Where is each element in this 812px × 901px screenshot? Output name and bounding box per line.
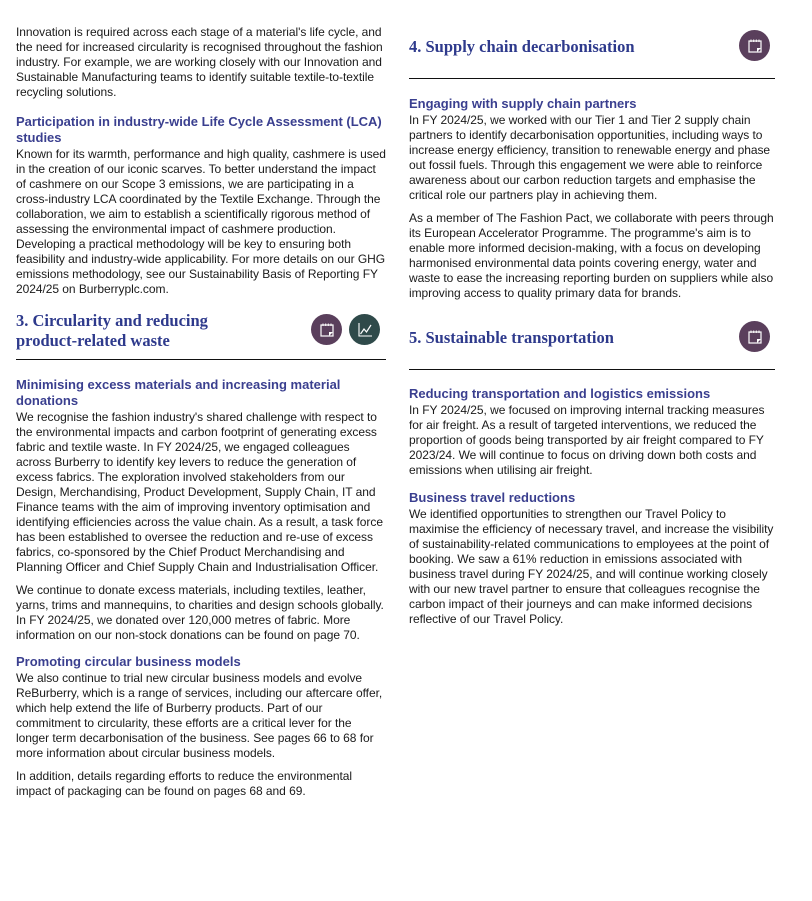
intro-paragraph: Innovation is required across each stage of a material's life cycle, and the need for increased circularity is recognised throughout the fashion industry. For example, we are working closely with our Innovation and Sustainable Manufacturing teams to identify suitable textile-to-textile recycling solutions. <box>16 25 383 99</box>
left-column <box>16 0 386 799</box>
notepad-icon <box>311 314 342 345</box>
section-3-title-line2: product-related waste <box>16 331 170 350</box>
section-4-title: 4. Supply chain decarbonisation <box>409 37 635 56</box>
circular-heading: Promoting circular business models <box>16 654 241 669</box>
travel-paragraph: We identified opportunities to strengthen our Travel Policy to maximise the efficiency of necessary travel, and increase the visibility of sustainability-related communications to employees at the point of booking. We saw a 61% reduction in emissions associated with business travel during FY 2024/25, and will continue working closely with our new travel partner to ensure that colleagues recognise the carbon impact of their journeys and can make informed decisions reflective of our Travel Policy. <box>409 507 774 626</box>
lca-heading: Participation in industry-wide Life Cycle Assessment (LCA) studies <box>16 114 382 145</box>
section-3-header <box>16 311 386 360</box>
minimising-paragraph-2: We continue to donate excess materials, including textiles, leather, yarns, trims and mannequins, to charities and design schools globally. In FY 2024/25, we donated over 120,000 metres of fabric. More information on our non-stock donations can be found on page 70. <box>16 583 384 642</box>
section-3-icons <box>311 314 380 345</box>
line-chart-icon <box>349 314 380 345</box>
engaging-heading: Engaging with supply chain partners <box>409 96 637 111</box>
section-4-icons <box>739 30 770 61</box>
circular-paragraph-2: In addition, details regarding efforts to reduce the environmental impact of packaging can be found on pages 68 and 69. <box>16 769 353 798</box>
logistics-paragraph: In FY 2024/25, we focused on improving internal tracking measures for air freight. As a result of targeted interventions, we reduced the proportion of goods being transported by air freight compared to FY 2023/24. We will continue to focus on driving down both costs and emissions when utilising air freight. <box>409 403 765 477</box>
circular-paragraph-1: We also continue to trial new circular business models and evolve ReBurberry, which is a range of services, including our aftercare offer, which help extend the life of Burberry products. Part of our commitment to circularity, these efforts are a critical lever for the longer term decarbonisation of the business. See pages 66 to 68 for more information about circular business models. <box>16 671 383 760</box>
travel-heading: Business travel reductions <box>409 490 576 505</box>
notepad-icon <box>739 30 770 61</box>
section-3-title <box>16 311 208 351</box>
section-4-header <box>409 20 775 79</box>
logistics-heading: Reducing transportation and logistics emissions <box>409 386 711 401</box>
section-5-header <box>409 311 775 370</box>
section-5-icons <box>739 321 770 352</box>
minimising-heading: Minimising excess materials and increasing material donations <box>16 377 341 408</box>
section-5-title: 5. Sustainable transportation <box>409 328 614 347</box>
engaging-paragraph-1: In FY 2024/25, we worked with our Tier 1 and Tier 2 supply chain partners to identify decarbonisation opportunities, including ways to increase energy efficiency, transition to renewable energy and phase out fossil fuels. Through this engagement we were able to reinforce awareness about our carbon reduction targets and emphasise the critical role our partners play in achieving them. <box>409 113 771 202</box>
minimising-paragraph-1: We recognise the fashion industry's shared challenge with respect to the environmental impacts and carbon footprint of generating excess fabric and textile waste. In FY 2024/25, we engaged colleagues across Burberry to identify key levers to reduce the generation of excess fabrics. The exploration involved stakeholders from our Design, Merchandising, Product Development, Supply Chain, IT and Finance teams with the aim of improving inventory optimisation and identifying efficiencies across the value chain. As a result, a task force has been established to oversee the reduction and re-use of excess fabrics, co-sponsored by the Chief Product Merchandising and Planning Officer and Chief Supply Chain and Industrialisation Officer. <box>16 410 383 574</box>
right-column <box>409 0 775 627</box>
lca-paragraph: Known for its warmth, performance and high quality, cashmere is used in the creation of our iconic scarves. To better understand the impact of cashmere on our Scope 3 emissions, we are participating in a cross-industry LCA coordinated by the Textile Exchange. Through the collaboration, we aim to establish a scientifically rigorous method of assessing the environmental impact of cashmere production. Developing a practical methodology will be key to ensuring both feasibility and industry-wide applicability. For more details on our GHG emissions methodology, see our Sustainability Basis of Reporting FY 2024/25 on Burberryplc.com. <box>16 147 386 296</box>
engaging-paragraph-2: As a member of The Fashion Pact, we collaborate with peers through its European Accelerator Programme. The programme's aim is to enable more informed decision-making, with a focus on developing harmonised environmental data points covering energy, water and waste to ease the increasing reporting burden on suppliers while also improving access to quality primary data for brands. <box>409 211 774 300</box>
notepad-icon <box>739 321 770 352</box>
section-3-title-line1: 3. Circularity and reducing <box>16 311 208 330</box>
